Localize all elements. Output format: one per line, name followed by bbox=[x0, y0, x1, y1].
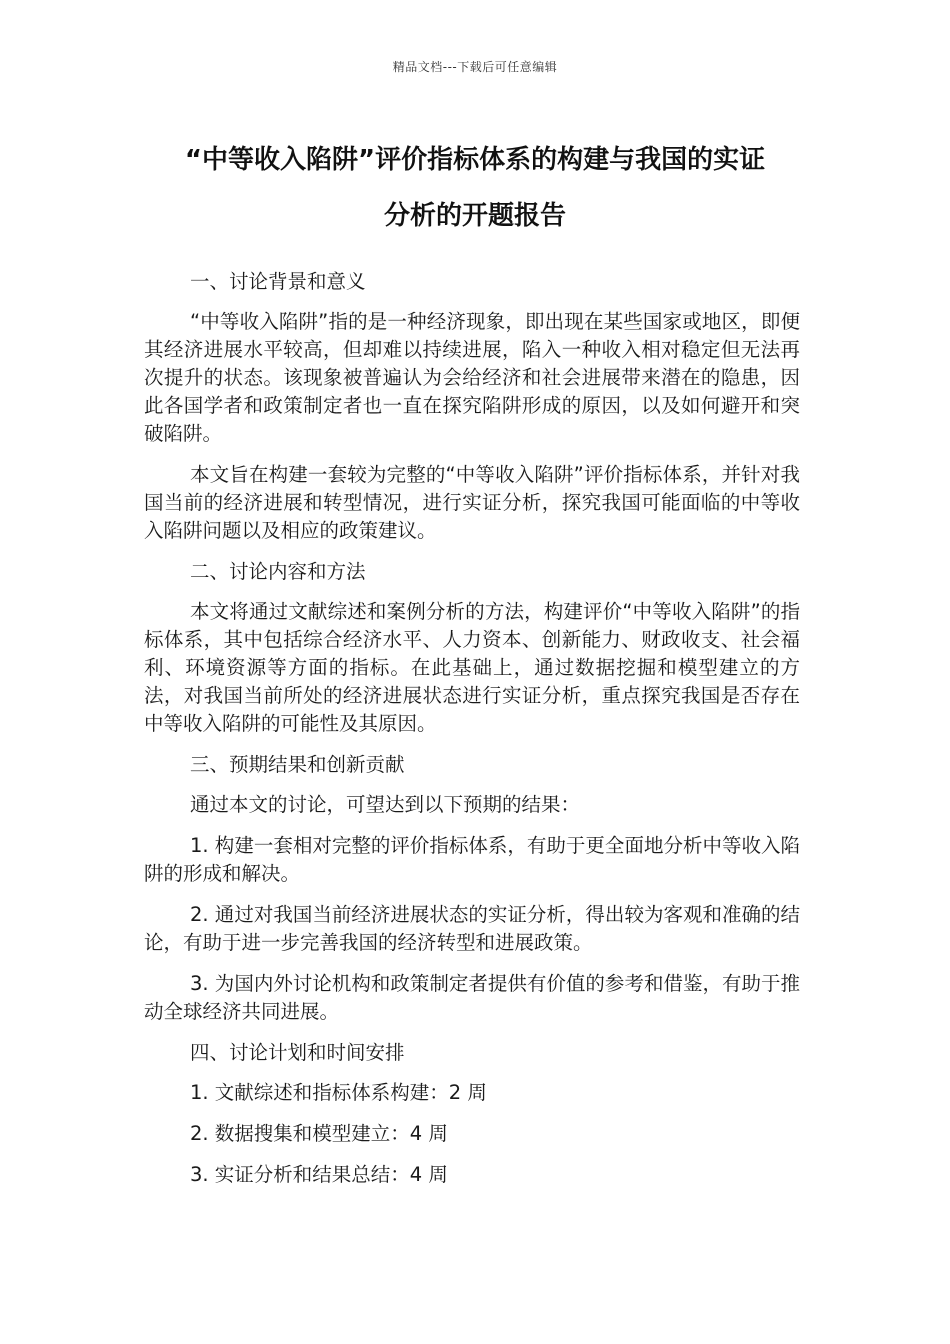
schedule-item: 2. 数据搜集和模型建立：4 周 bbox=[190, 1122, 448, 1145]
list-item: 3. 为国内外讨论机构和政策制定者提供有价值的参考和借鉴，有助于推动全球经济共同进展。 bbox=[144, 972, 800, 1023]
schedule-item: 3. 实证分析和结果总结：4 周 bbox=[190, 1163, 448, 1186]
paragraph-expected-intro: 通过本文的讨论，可望达到以下预期的结果： bbox=[190, 793, 581, 816]
title-line-2: 分析的开题报告 bbox=[383, 201, 566, 231]
section-heading-expected-results: 三、预期结果和创新贡献 bbox=[190, 753, 405, 776]
list-item: 2. 通过对我国当前经济进展状态的实证分析，得出较为客观和准确的结论，有助于进一步完善我国的经济转型和进展政策。 bbox=[144, 903, 800, 954]
header-note: 精品文档---下载后可任意编辑 bbox=[392, 60, 558, 74]
paragraph-content-method: 本文将通过文献综述和案例分析的方法，构建评价“中等收入陷阱”的指标体系，其中包括综合经济水平、人力资本、创新能力、财政收支、社会福利、环境资源等方面的指标。在此基础上，通过数据挖掘和模型建立的方法，对我国当前所处的经济进展状态进行实证分析，重点探究我国是否存在中等收入陷阱的可能性及其原因。 bbox=[144, 600, 800, 735]
document-title bbox=[140, 132, 810, 244]
section-heading-background: 一、讨论背景和意义 bbox=[190, 270, 366, 293]
document-body bbox=[144, 268, 800, 1202]
paragraph-background-1: “中等收入陷阱”指的是一种经济现象，即出现在某些国家或地区，即便其经济进展水平较高，但却难以持续进展，陷入一种收入相对稳定但无法再次提升的状态。该现象被普遍认为会给经济和社会进展带来潜在的隐患，因此各国学者和政策制定者也一直在探究陷阱形成的原因，以及如何避开和突破陷阱。 bbox=[144, 310, 800, 445]
paragraph-background-2: 本文旨在构建一套较为完整的“中等收入陷阱”评价指标体系，并针对我国当前的经济进展和转型情况，进行实证分析，探究我国可能面临的中等收入陷阱问题以及相应的政策建议。 bbox=[144, 463, 800, 542]
section-heading-content-method: 二、讨论内容和方法 bbox=[190, 560, 366, 583]
list-item: 1. 构建一套相对完整的评价指标体系，有助于更全面地分析中等收入陷阱的形成和解决。 bbox=[144, 834, 800, 885]
schedule-item: 1. 文献综述和指标体系构建：2 周 bbox=[190, 1081, 487, 1104]
title-line-1: “中等收入陷阱”评价指标体系的构建与我国的实证 bbox=[184, 145, 766, 175]
section-heading-schedule: 四、讨论计划和时间安排 bbox=[190, 1041, 405, 1064]
